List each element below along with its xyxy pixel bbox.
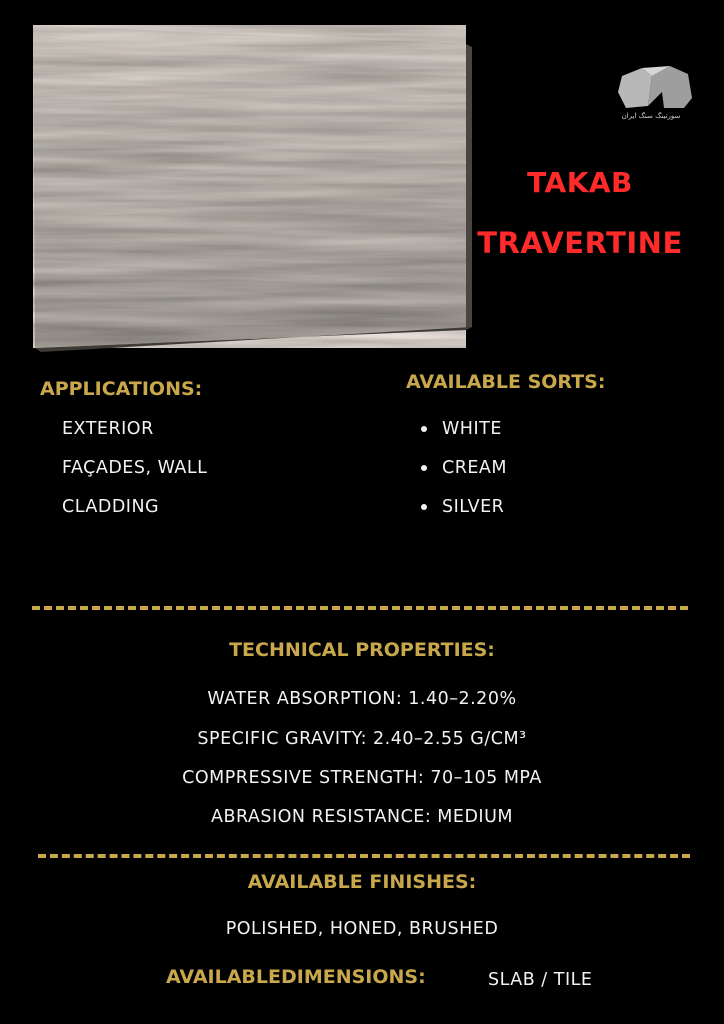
company-logo: [612, 62, 696, 132]
applications-line: FAÇADES, WALL: [62, 458, 208, 478]
applications-line: EXTERIOR: [62, 419, 154, 439]
technical-property: WATER ABSORPTION: 1.40–2.20%: [207, 689, 517, 709]
bullet-icon: [421, 426, 427, 432]
technical-property: COMPRESSIVE STRENGTH: 70–105 MPA: [182, 768, 542, 788]
finishes-value: POLISHED, HONED, BRUSHED: [225, 919, 499, 939]
sorts-heading: AVAILABLE SORTS:: [406, 371, 606, 393]
logo-text: سورتینگ سنگ ایران: [621, 112, 681, 120]
bullet-icon: [421, 465, 427, 471]
section-divider: [32, 606, 688, 610]
applications-line: CLADDING: [62, 497, 160, 517]
technical-property: ABRASION RESISTANCE: MEDIUM: [210, 807, 514, 827]
sort-item: SILVER: [442, 497, 505, 517]
bullet-icon: [421, 504, 427, 510]
technical-property: SPECIFIC GRAVITY: 2.40–2.55 G/CM³: [197, 729, 527, 749]
sort-item: CREAM: [442, 458, 508, 478]
finishes-heading: AVAILABLE FINISHES:: [247, 871, 477, 893]
product-title-line1: TAKAB: [527, 166, 633, 199]
section-divider: [38, 854, 690, 858]
dimensions-heading: AVAILABLEDIMENSIONS:: [166, 966, 426, 988]
technical-heading: TECHNICAL PROPERTIES:: [229, 639, 495, 661]
product-title-line2: TRAVERTINE: [477, 226, 683, 260]
sort-item: WHITE: [442, 419, 502, 439]
dimensions-value: SLAB / TILE: [488, 970, 593, 990]
stone-slab-image: [0, 0, 480, 360]
applications-heading: APPLICATIONS:: [40, 378, 203, 400]
